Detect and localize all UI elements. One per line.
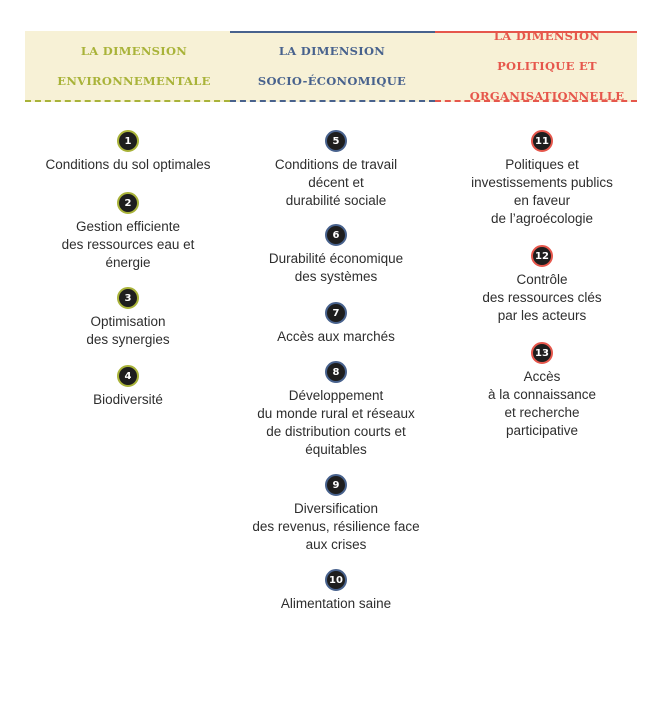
item-label-11: Politiques et investissements publics en faveur de l’agroécologie xyxy=(471,157,613,226)
item-label-12: Contrôle des ressources clés par les acteurs xyxy=(482,272,602,323)
item-6 xyxy=(236,224,436,286)
column-political xyxy=(442,130,642,440)
item-2 xyxy=(28,192,228,272)
item-label-7: Accès aux marchés xyxy=(277,329,395,344)
title-environmental xyxy=(25,31,243,102)
number-badge-3: 3 xyxy=(117,287,139,309)
item-9 xyxy=(236,474,436,554)
title-socio-economic-line-1: LA DIMENSION xyxy=(278,44,386,58)
item-1 xyxy=(28,130,228,174)
item-label-9: Diversification des revenus, résilience face aux crises xyxy=(252,501,420,552)
number-badge-12: 12 xyxy=(531,245,553,267)
item-13 xyxy=(442,342,642,440)
number-badge-5: 5 xyxy=(325,130,347,152)
item-label-13: Accès à la connaissance et recherche participative xyxy=(487,369,597,438)
title-socio-economic-line-2: SOCIO-ÉCONOMIQUE xyxy=(257,74,407,88)
column-socio-economic xyxy=(236,130,436,613)
column-environmental xyxy=(28,130,228,409)
item-12 xyxy=(442,245,642,325)
number-badge-2: 2 xyxy=(117,192,139,214)
item-3 xyxy=(28,287,228,349)
title-environmental-line-1: LA DIMENSION xyxy=(80,44,188,58)
number-badge-13: 13 xyxy=(531,342,553,364)
item-label-6: Durabilité économique des systèmes xyxy=(268,251,404,284)
item-label-1: Conditions du sol optimales xyxy=(45,157,211,172)
number-badge-10: 10 xyxy=(325,569,347,591)
item-5 xyxy=(236,130,436,210)
title-political-line-2: POLITIQUE ET xyxy=(497,59,597,73)
number-badge-8: 8 xyxy=(325,361,347,383)
item-label-3: Optimisation des synergies xyxy=(86,314,170,347)
item-8 xyxy=(236,361,436,459)
number-badge-7: 7 xyxy=(325,302,347,324)
number-badge-1: 1 xyxy=(117,130,139,152)
item-label-4: Biodiversité xyxy=(93,392,163,407)
number-badge-6: 6 xyxy=(325,224,347,246)
item-label-5: Conditions de travail décent et durabilité sociale xyxy=(274,157,398,208)
item-label-10: Alimentation saine xyxy=(280,596,392,611)
title-socio-economic xyxy=(232,31,432,102)
item-10 xyxy=(236,569,436,613)
title-environmental-line-2: ENVIRONNEMENTALE xyxy=(57,74,211,88)
item-11 xyxy=(442,130,642,228)
title-political xyxy=(452,31,642,102)
item-label-2: Gestion efficiente des ressources eau et énergie xyxy=(61,219,195,270)
title-political-line-3: ORGANISATIONNELLE xyxy=(469,89,625,103)
item-7 xyxy=(236,302,436,346)
title-political-line-1: LA DIMENSION xyxy=(493,29,601,43)
item-label-8: Développement du monde rural et réseaux de distribution courts et équitables xyxy=(257,388,415,457)
number-badge-4: 4 xyxy=(117,365,139,387)
number-badge-11: 11 xyxy=(531,130,553,152)
number-badge-9: 9 xyxy=(325,474,347,496)
item-4 xyxy=(28,365,228,409)
